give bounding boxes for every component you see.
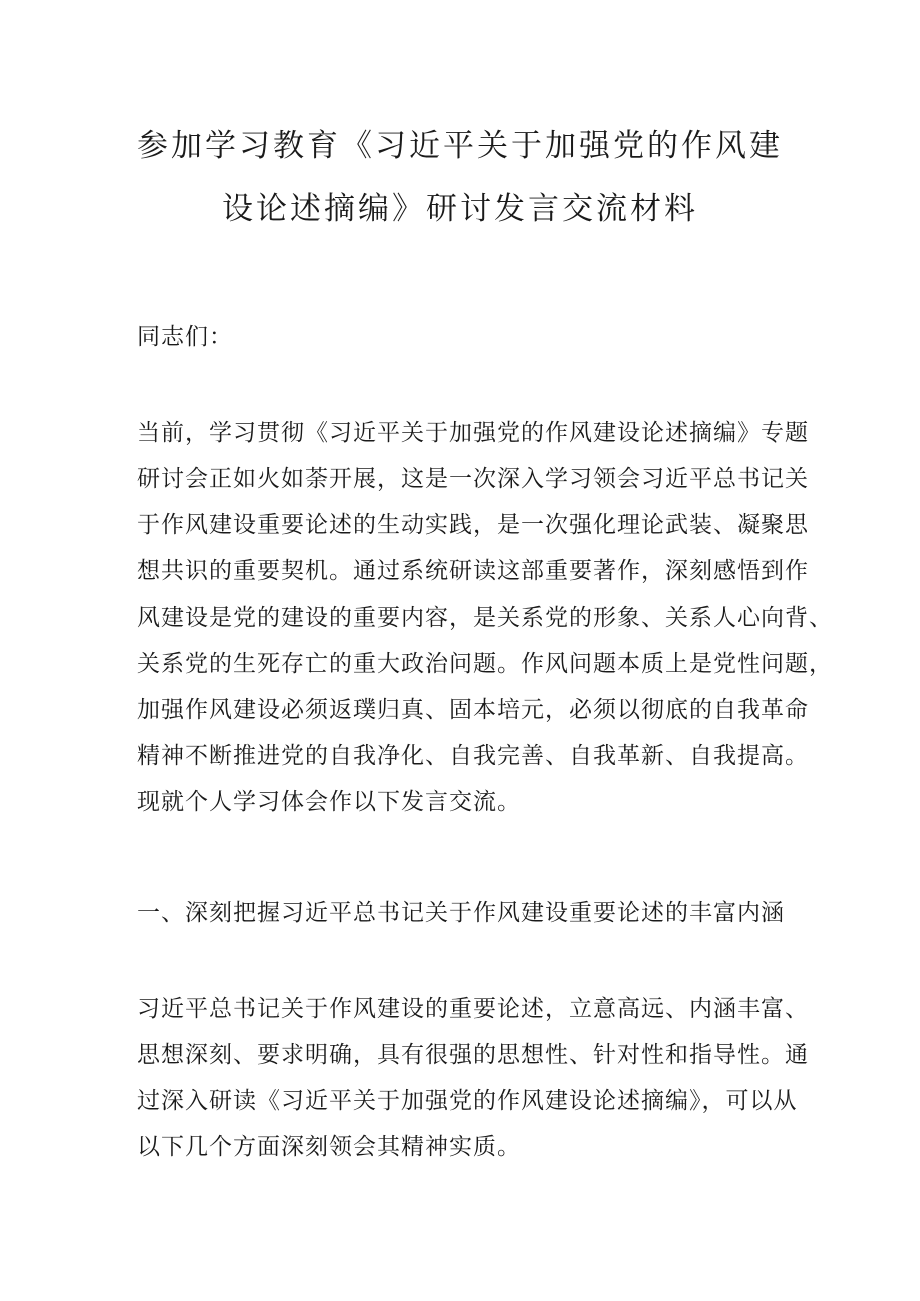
paragraph-2-line: 习近平总书记关于作风建设的重要论述，立意高远、内涵丰富、: [137, 996, 809, 1022]
paragraph-1-line: 现就个人学习体会作以下发言交流。: [137, 789, 521, 815]
paragraph-1-line: 于作风建设重要论述的生动实践，是一次强化理论武装、凝聚思: [137, 512, 809, 538]
greeting: 同志们：: [137, 324, 233, 350]
paragraph-1-line: 当前，学习贯彻《习近平关于加强党的作风建设论述摘编》专题: [137, 420, 809, 446]
paragraph-1-line: 想共识的重要契机。通过系统研读这部重要著作，深刻感悟到作: [137, 558, 809, 584]
paragraph-1-line: 研讨会正如火如荼开展，这是一次深入学习领会习近平总书记关: [137, 466, 809, 492]
paragraph-2-line: 以下几个方面深刻领会其精神实质。: [137, 1134, 521, 1160]
paragraph-1-line: 精神不断推进党的自我净化、自我完善、自我革新、自我提高。: [137, 743, 809, 769]
section-1-heading: 一、深刻把握习近平总书记关于作风建设重要论述的丰富内涵: [137, 900, 785, 926]
paragraph-1-line: 关系党的生死存亡的重大政治问题。作风问题本质上是党性问题，: [137, 651, 833, 677]
document-title-line-1: 参加学习教育《习近平关于加强党的作风建: [137, 128, 783, 164]
document-title-line-2: 设论述摘编》研讨发言交流材料: [222, 191, 698, 227]
paragraph-1-line: 风建设是党的建设的重要内容，是关系党的形象、关系人心向背、: [137, 605, 833, 631]
paragraph-2-line: 过深入研读《习近平关于加强党的作风建设论述摘编》，可以从: [137, 1088, 798, 1114]
paragraph-1-line: 加强作风建设必须返璞归真、固本培元，必须以彻底的自我革命: [137, 697, 809, 723]
paragraph-2-line: 思想深刻、要求明确，具有很强的思想性、针对性和指导性。通: [137, 1042, 809, 1068]
